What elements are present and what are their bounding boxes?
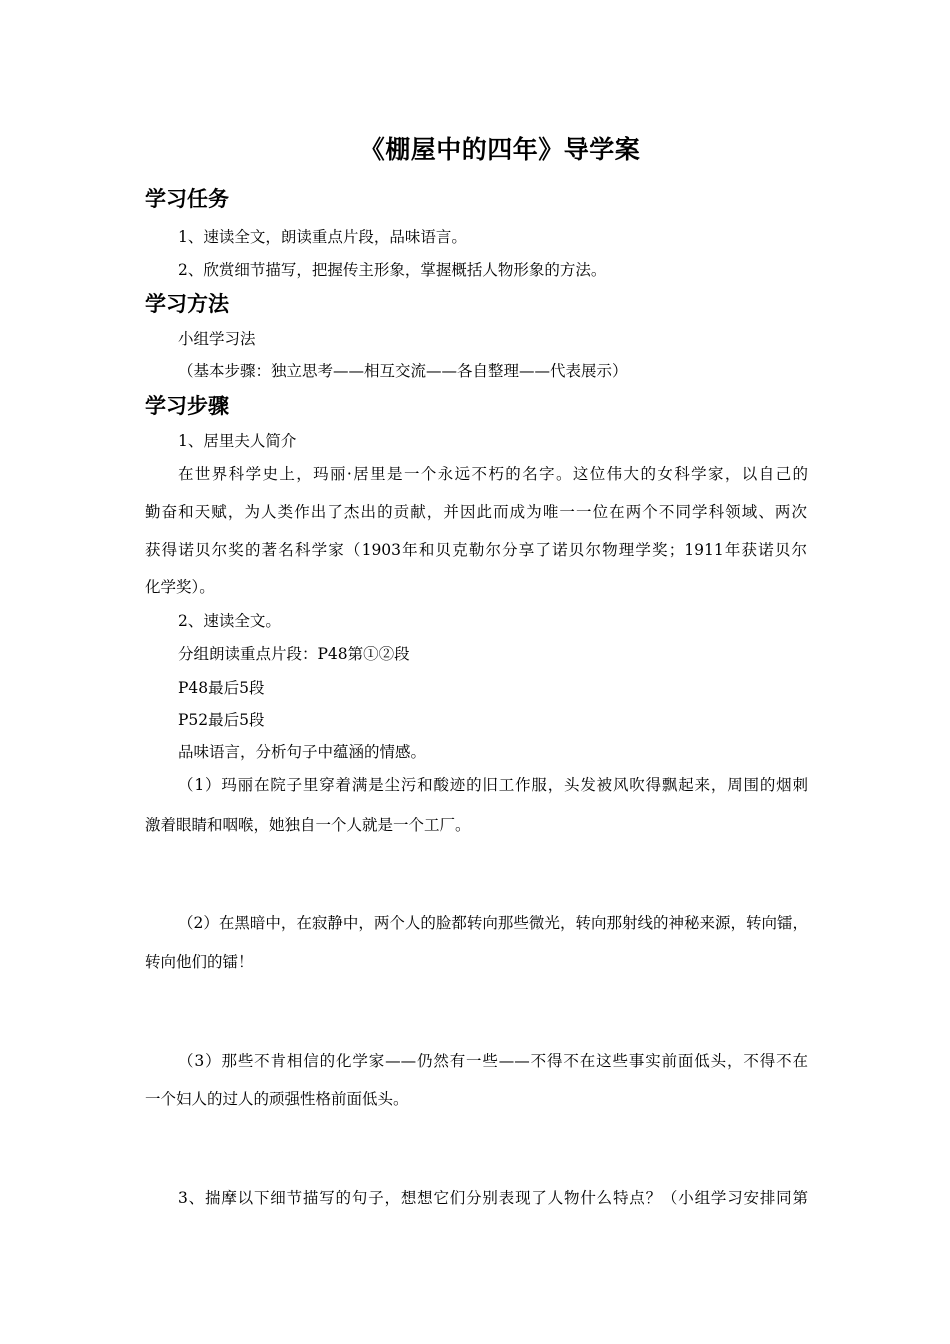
step-label-detail: 3、揣摩以下细节描写的句子，想想它们分别表现了人物什么特点？（小组学习安排同第 — [178, 1189, 808, 1207]
sentence-2-line: 转向他们的镭！ — [145, 953, 254, 971]
sentence-3-line: 一个妇人的过人的顽强性格前面低头。 — [145, 1090, 409, 1108]
intro-paragraph-line: 在世界科学史上，玛丽·居里是一个永远不朽的名字。这位伟大的女科学家，以自己的 — [178, 465, 808, 483]
step-label-intro: 1、居里夫人简介 — [178, 432, 297, 450]
section-heading-method: 学习方法 — [145, 292, 229, 316]
read-line: P52最后5段 — [178, 711, 265, 729]
section-heading-steps: 学习步骤 — [145, 394, 229, 418]
sentence-1-line: 激着眼睛和咽喉，她独自一个人就是一个工厂。 — [145, 816, 471, 834]
method-line: （基本步骤：独立思考——相互交流——各自整理——代表展示） — [178, 362, 628, 380]
method-line: 小组学习法 — [178, 330, 256, 348]
sentence-1-line: （1）玛丽在院子里穿着满是尘污和酸迹的旧工作服，头发被风吹得飘起来，周围的烟刺 — [178, 776, 808, 794]
intro-paragraph-line: 获得诺贝尔奖的著名科学家（1903年和贝克勒尔分享了诺贝尔物理学奖；1911年获诺贝尔 — [145, 541, 807, 559]
sentence-2-line: （2）在黑暗中，在寂静中，两个人的脸都转向那些微光，转向那射线的神秘来源，转向镭， — [178, 914, 808, 932]
document-title: 《棚屋中的四年》导学案 — [359, 135, 641, 164]
step-label-read: 2、速读全文。 — [178, 612, 281, 630]
section-heading-tasks: 学习任务 — [145, 187, 229, 211]
read-line: 分组朗读重点片段：P48第①②段 — [178, 645, 410, 663]
read-line: P48最后5段 — [178, 679, 265, 697]
intro-paragraph-line: 勤奋和天赋，为人类作出了杰出的贡献，并因此而成为唯一一位在两个不同学科领域、两次 — [145, 503, 807, 521]
task-item: 1、速读全文，朗读重点片段，品味语言。 — [178, 228, 467, 246]
read-line: 品味语言，分析句子中蕴涵的情感。 — [178, 743, 427, 761]
task-item: 2、欣赏细节描写，把握传主形象，掌握概括人物形象的方法。 — [178, 261, 607, 279]
sentence-3-line: （3）那些不肯相信的化学家——仍然有一些——不得不在这些事实前面低头，不得不在 — [178, 1052, 808, 1070]
intro-paragraph-line: 化学奖）。 — [145, 578, 215, 596]
